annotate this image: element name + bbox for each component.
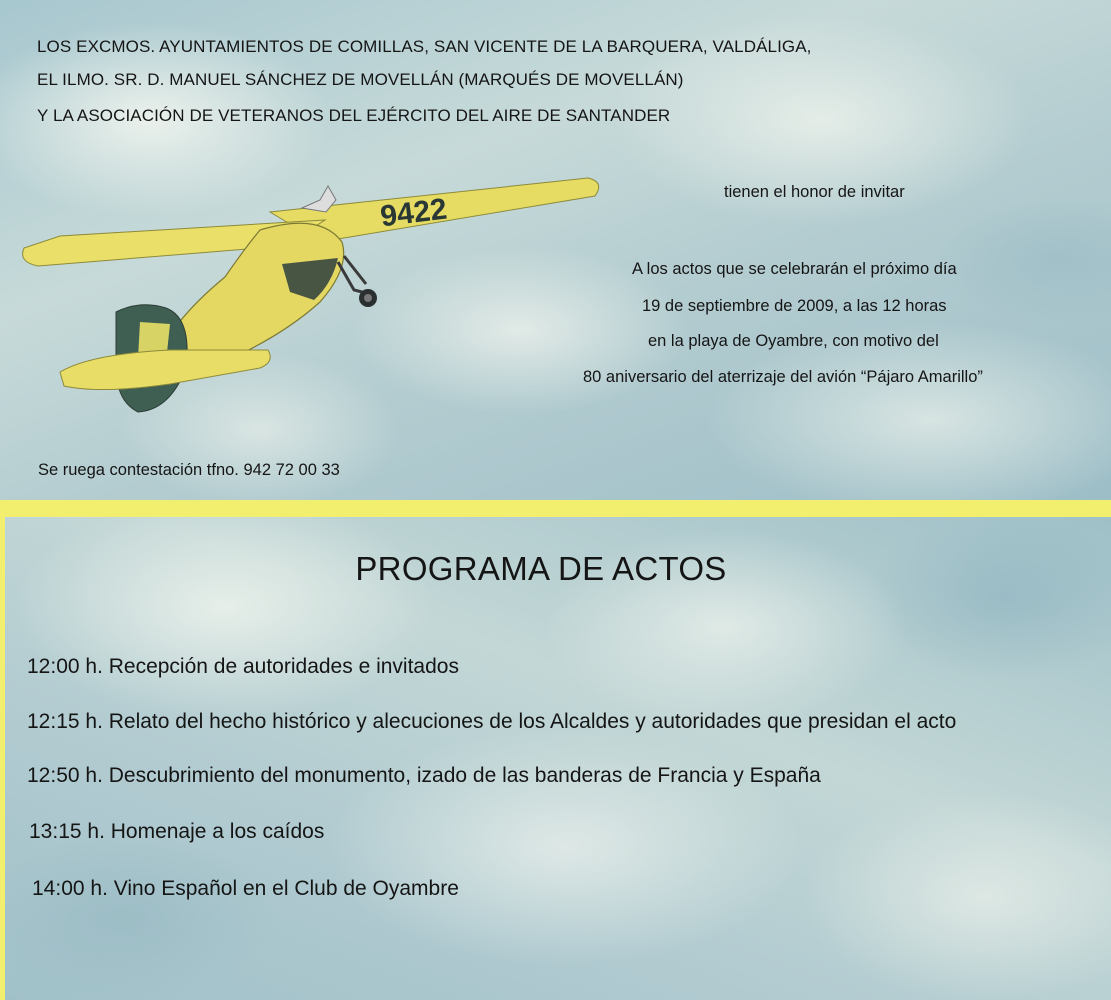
program-item: 12:00 h. Recepción de autoridades e invitados	[27, 655, 459, 678]
program-item: 14:00 h. Vino Español en el Club de Oyambre	[32, 877, 459, 900]
yellow-airplane-illustration	[20, 172, 605, 422]
hosts-line-1: LOS EXCMOS. AYUNTAMIENTOS DE COMILLAS, SAN VICENTE DE LA BARQUERA, VALDÁLIGA,	[37, 37, 812, 56]
hosts-line-3: Y LA ASOCIACIÓN DE VETERANOS DEL EJÉRCITO DEL AIRE DE SANTANDER	[37, 106, 671, 125]
program-item: 12:50 h. Descubrimiento del monumento, izado de las banderas de Francia y España	[27, 764, 821, 787]
rsvp-phone-text: Se ruega contestación tfno. 942 72 00 33	[38, 461, 340, 479]
yellow-divider-band	[0, 500, 1111, 517]
hosts-line-2: EL ILMO. SR. D. MANUEL SÁNCHEZ DE MOVELLÁN (MARQUÉS DE MOVELLÁN)	[37, 70, 684, 89]
invitation-line-3: en la playa de Oyambre, con motivo del	[648, 332, 939, 350]
plane-registration-number: 9422	[378, 192, 449, 234]
program-item: 13:15 h. Homenaje a los caídos	[29, 820, 325, 843]
invitation-honor-text: tienen el honor de invitar	[724, 183, 905, 201]
program-title: PROGRAMA DE ACTOS	[355, 550, 727, 587]
program-item: 12:15 h. Relato del hecho histórico y alecuciones de los Alcaldes y autoridades que presidan el acto	[27, 710, 957, 733]
program-panel	[0, 517, 1111, 1000]
invitation-line-1: A los actos que se celebrarán el próximo día	[632, 260, 957, 278]
invitation-line-4: 80 aniversario del aterrizaje del avión “Pájaro Amarillo”	[583, 368, 983, 386]
invitation-line-2: 19 de septiembre de 2009, a las 12 horas	[642, 297, 947, 315]
